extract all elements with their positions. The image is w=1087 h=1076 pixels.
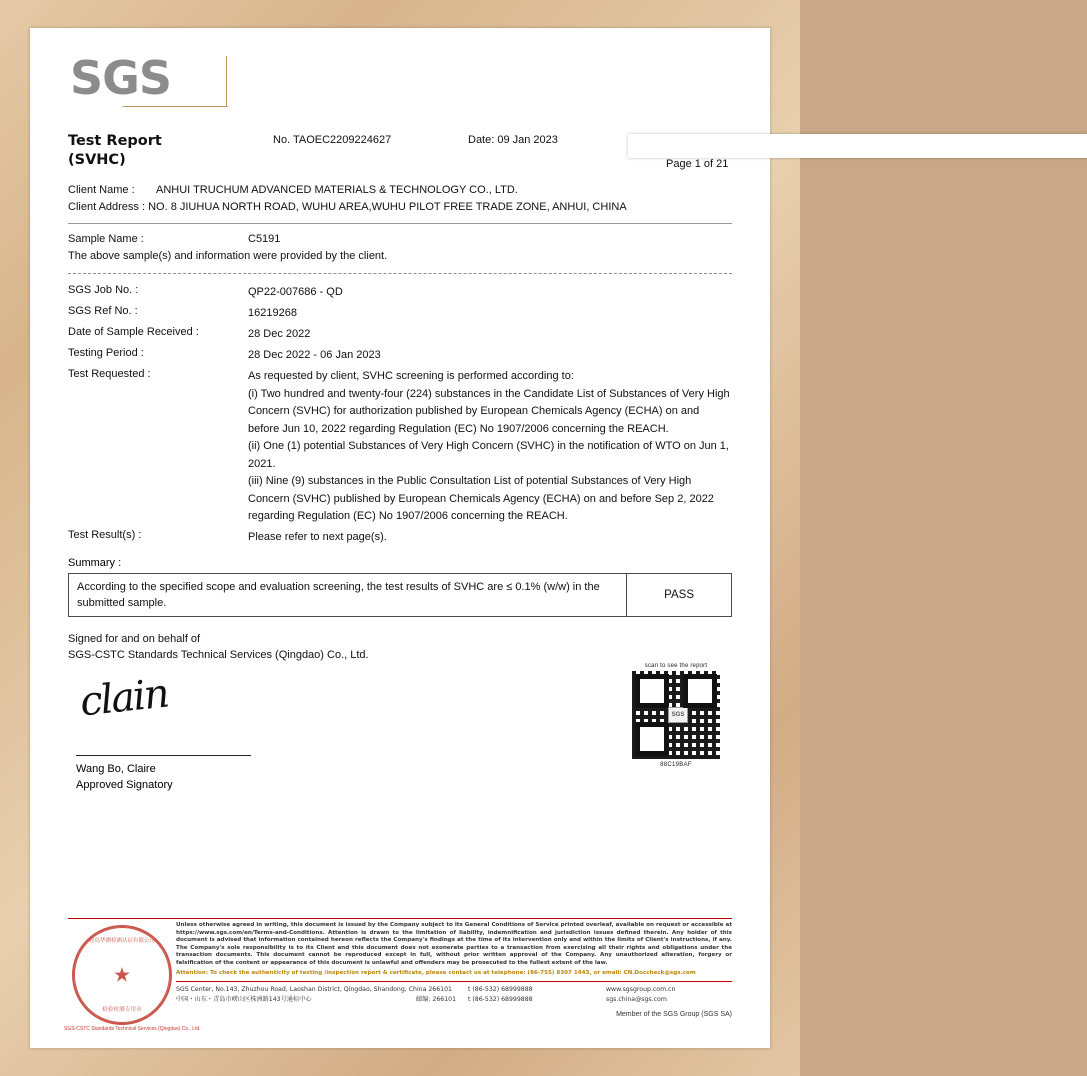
signatory-name: Wang Bo, Claire <box>76 762 156 775</box>
details-table <box>68 284 732 547</box>
sample-block <box>68 231 732 265</box>
star-icon: ★ <box>113 964 131 987</box>
legal-terms <box>176 922 732 977</box>
footer-address-row-cn <box>176 995 732 1005</box>
legal-attention-text: Attention: To check the authenticity of testing /inspection report & certificate, please contact us at telephone: (86-755) 8307 1443, or email: CN.Doccheck@sgs.com <box>176 969 696 976</box>
test-requested-para: (ii) One (1) potential Substances of Very High Concern (SVHC) in the notification of WTO on Jun 1, 2021. <box>248 440 729 470</box>
summary-box <box>68 573 732 617</box>
signing-entity: SGS-CSTC Standards Technical Services (Qingdao) Co., Ltd. <box>68 648 369 661</box>
qr-block <box>626 663 726 768</box>
seal-top-text: 青岛华测检测认证有限公司 <box>88 938 155 944</box>
signature-block <box>68 631 732 663</box>
detail-value: QP22-007686 - QD <box>248 286 343 298</box>
legal-terms-text: Unless otherwise agreed in writing, this document is issued by the Company subject to its General Conditions of Service printed overleaf, available on request or accessible at https://www.sgs.com/en/Terms-and-Conditions. Attention is drawn to the limitation of liability, indemnification and jurisdiction issues defined therein. Any holder of this document is advised that information contained hereon reflects the Company's findings at the time of its intervention only and within the limits of Client's instructions, if any. The Company's sole responsibility is to its Client and this document does not exonerate parties to a transaction from exercising all their rights and obligations under the transaction documents. This document cannot be reproduced except in full, without prior written approval of the Company. Any unauthorized alteration, forgery or falsification of the content or appearance of this document is unlawful and offenders may be prosecuted to the fullest extent of the law. <box>176 922 732 966</box>
report-number: No. TAOEC2209224627 <box>273 134 392 146</box>
test-requested-para: As requested by client, SVHC screening is performed according to: <box>248 370 574 382</box>
sample-name-value: C5191 <box>248 233 281 245</box>
qr-caption: scan to see the report <box>644 662 708 669</box>
signature-line <box>76 755 251 756</box>
footer-address-row-en <box>176 985 732 995</box>
footer-member-note: Member of the SGS Group (SGS SA) <box>616 1011 732 1019</box>
page-title-line1: Test Report <box>68 133 162 149</box>
report-date: Date: 09 Jan 2023 <box>468 134 558 146</box>
status-badge: PASS <box>664 588 694 601</box>
footer-main <box>64 918 732 1032</box>
detail-key: SGS Job No. : <box>68 284 139 296</box>
detail-value: 28 Dec 2022 - 06 Jan 2023 <box>248 349 381 361</box>
sample-name-label: Sample Name : <box>68 233 144 245</box>
test-result-value: Please refer to next page(s). <box>248 530 387 543</box>
divider-dashed <box>68 273 732 274</box>
test-requested-label: Test Requested : <box>68 368 151 380</box>
detail-key: Date of Sample Received : <box>68 326 199 338</box>
test-result-row <box>68 529 732 547</box>
page-footer <box>64 918 732 1032</box>
summary-label: Summary : <box>68 556 122 569</box>
company-seal-stamp <box>72 925 172 1025</box>
document-page <box>30 28 770 1048</box>
footer-address-box <box>176 981 732 1005</box>
report-title-row <box>68 132 732 174</box>
sgs-logo-text: SGS <box>70 51 172 105</box>
test-requested-row <box>68 368 732 526</box>
footer-email[interactable]: sgs.china@sgs.com <box>606 996 667 1004</box>
test-result-label: Test Result(s) : <box>68 528 142 541</box>
footer-address-cn: 中国・山东・青岛市崂山区株洲路143号通标中心 <box>176 996 312 1004</box>
footer-website[interactable]: www.sgsgroup.com.cn <box>606 986 676 994</box>
handwritten-signature: clain <box>77 670 170 725</box>
detail-key: Testing Period : <box>68 347 144 359</box>
detail-key: SGS Ref No. : <box>68 305 138 317</box>
divider-1 <box>68 223 732 224</box>
client-block <box>68 182 732 216</box>
table-row <box>68 305 732 323</box>
detail-value: 28 Dec 2022 <box>248 328 311 340</box>
client-name-row <box>68 182 732 199</box>
footer-tel-en: t (86-532) 68999888 <box>468 986 533 994</box>
detail-value: 16219268 <box>248 307 297 319</box>
table-row <box>68 347 732 365</box>
client-name-value: ANHUI TRUCHUM ADVANCED MATERIALS & TECHNOLOGY CO., LTD. <box>156 184 518 196</box>
footer-address-en: SGS Center, No.143, Zhuzhou Road, Laoshan District, Qingdao, Shandong, China 266101 <box>176 986 452 994</box>
page-title-line2: (SVHC) <box>68 152 126 168</box>
summary-text: According to the specified scope and evaluation screening, the test results of SVHC are ≤ 0.1% (w/w) in the submitted sample. <box>69 574 627 616</box>
client-name-label: Client Name : <box>68 184 135 196</box>
logo-rule-vertical <box>226 56 227 106</box>
footer-tel-cn: t (86-532) 68999888 <box>468 996 533 1004</box>
sgs-logo <box>68 52 732 126</box>
seal-side-text: SGS-CSTC Standards Technical Services (Qingdao) Co., Ltd. <box>64 1026 201 1032</box>
sample-name-row <box>68 231 732 248</box>
seal-label: 检验检测专用章 <box>102 1007 142 1013</box>
qr-center-logo: SGS <box>668 707 688 723</box>
client-address-row: Client Address : NO. 8 JIUHUA NORTH ROAD, WUHU AREA,WUHU PILOT FREE TRADE ZONE, ANHUI, CHINA <box>68 201 627 213</box>
test-requested-para: (i) Two hundred and twenty-four (224) substances in the Candidate List of Substances of Very High Concern (SVHC) for authorization published by European Chemicals Agency (ECHA) on and before Jun 10, 2022 regarding Regulation (EC) No 1907/2006 concerning the REACH. <box>248 387 730 435</box>
signatory-info <box>76 761 173 793</box>
qr-finder-bottom-left <box>635 722 669 756</box>
signature-area <box>68 662 732 791</box>
qr-id: 88C19BAF <box>660 761 692 768</box>
page-indicator: Page 1 of 21 <box>628 134 1087 158</box>
test-requested-para: (iii) Nine (9) substances in the Public Consultation List of potential Substances of Very High Concern (SVHC) published by European Chemicals Agency (ECHA) on and before Sep 2, 2022 regarding Regulation (EC) No 1907/2006 concerning the REACH. <box>248 475 714 522</box>
qr-code-icon[interactable] <box>632 671 720 759</box>
test-requested-value <box>248 368 732 526</box>
signatory-role: Approved Signatory <box>76 778 173 791</box>
table-row <box>68 284 732 302</box>
sample-provided-note: The above sample(s) and information were provided by the client. <box>68 250 388 262</box>
table-row <box>68 326 732 344</box>
footer-postcode: 邮编: 266101 <box>416 996 457 1004</box>
signed-for-line: Signed for and on behalf of <box>68 632 201 645</box>
logo-rule-horizontal <box>123 106 228 107</box>
